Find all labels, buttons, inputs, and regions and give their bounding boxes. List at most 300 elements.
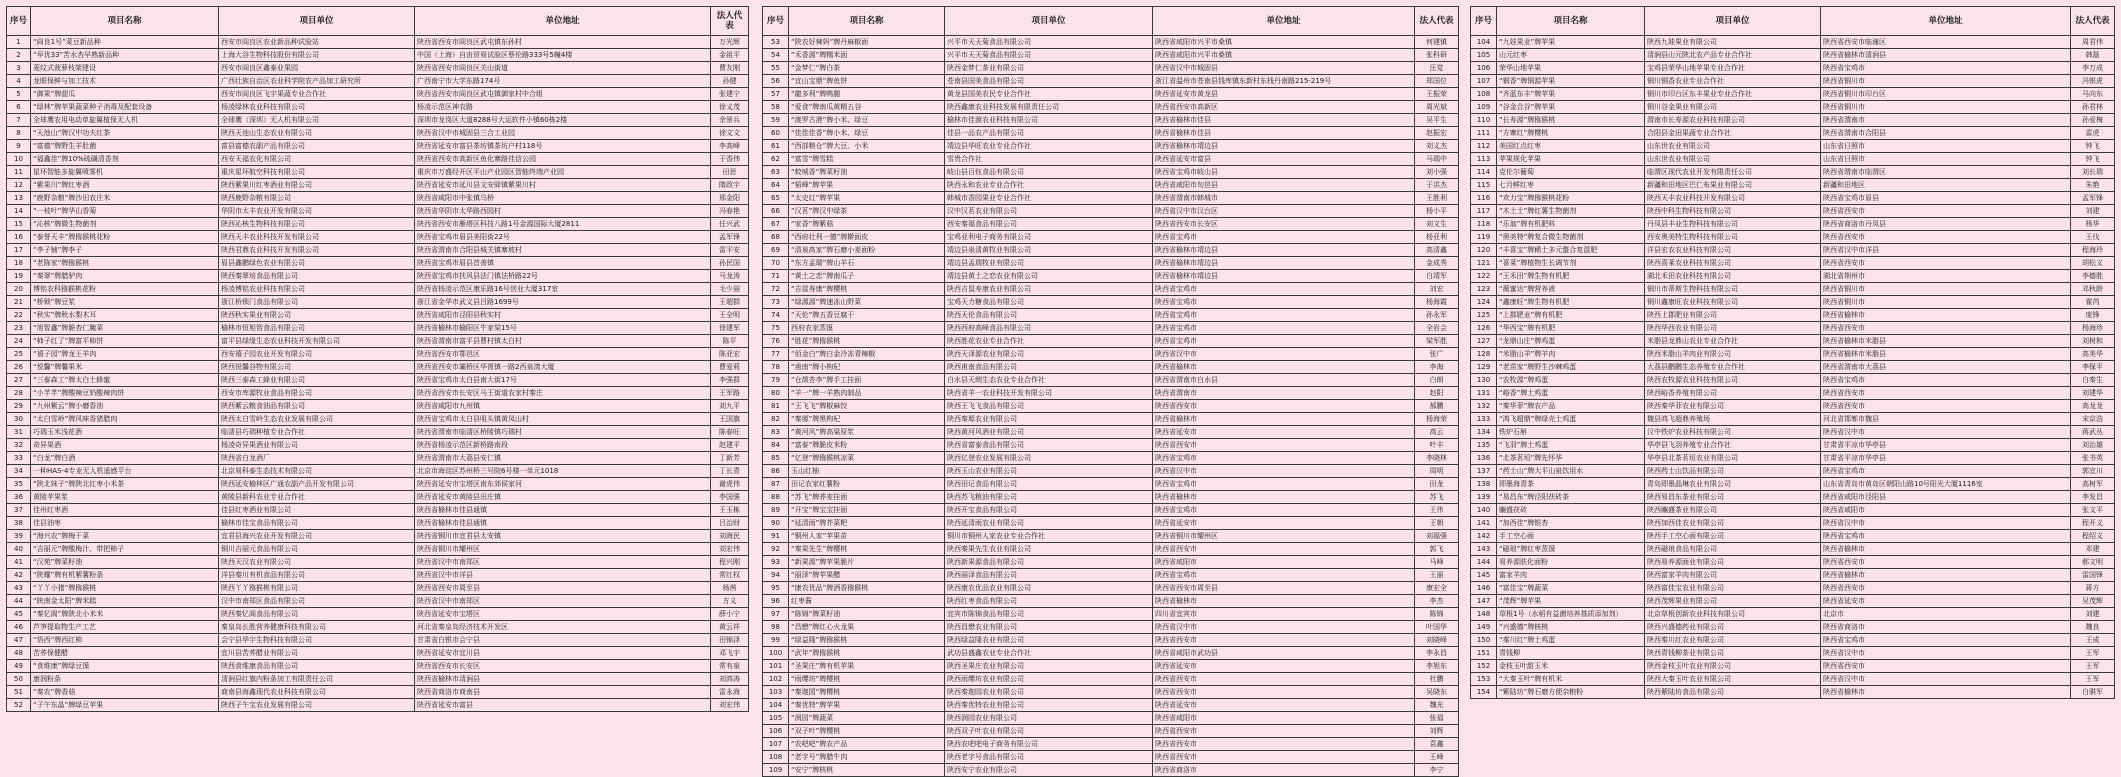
cell-project-name: “润园”牌蔬菜 bbox=[789, 712, 945, 725]
table-row bbox=[763, 582, 1459, 595]
cell-unit: 杨凌奇异果酒业有限公司 bbox=[219, 439, 415, 452]
cell-no: 50 bbox=[7, 673, 31, 686]
table-row bbox=[763, 517, 1459, 530]
cell-project-name: 克伦尔葡萄 bbox=[1497, 166, 1645, 179]
cell-representative: 孙健 bbox=[711, 75, 749, 88]
cell-representative: 刘文生 bbox=[1415, 218, 1459, 231]
table-row bbox=[7, 75, 749, 88]
cell-unit: 陕西大秦玉叶农业有限公司 bbox=[1645, 673, 1821, 686]
cell-unit: 榆林市恒旭智食品有限公司 bbox=[219, 322, 415, 335]
cell-unit: 陕西绿益隆农业有限公司 bbox=[945, 634, 1153, 647]
cell-no: 106 bbox=[763, 725, 789, 738]
table-row bbox=[763, 621, 1459, 634]
cell-representative: 毛少丽 bbox=[711, 283, 749, 296]
table-row bbox=[763, 699, 1459, 712]
cell-project-name: “泰誉天丰”牌猕猴桃花粉 bbox=[31, 231, 219, 244]
cell-representative: 叶丰 bbox=[1415, 439, 1459, 452]
cell-unit: 青岛即墨晶琳农业有限公司 bbox=[1645, 478, 1821, 491]
cell-representative: 魏良 bbox=[2071, 621, 2115, 634]
cell-representative: 刘宏伟 bbox=[711, 543, 749, 556]
cell-representative: 曹友刚 bbox=[711, 62, 749, 75]
cell-representative: 邓秋龄 bbox=[2071, 283, 2115, 296]
cell-no: 18 bbox=[7, 257, 31, 270]
cell-representative: 吕治财 bbox=[711, 517, 749, 530]
cell-project-name: “苏飞”牌荞麦挂面 bbox=[789, 491, 945, 504]
table-row bbox=[763, 387, 1459, 400]
table-row bbox=[763, 504, 1459, 517]
cell-address: 北京市 bbox=[1821, 608, 2071, 621]
table-row bbox=[763, 413, 1459, 426]
cell-address: 陕西省汉中市 bbox=[1821, 426, 2071, 439]
cell-project-name: “汉茗”牌汉中绿茶 bbox=[789, 205, 945, 218]
cell-no: 78 bbox=[763, 361, 789, 374]
cell-project-name: “易昌东”牌泾阳茯砖茶 bbox=[1497, 491, 1645, 504]
cell-no: 90 bbox=[763, 517, 789, 530]
cell-representative: 李晓林 bbox=[1415, 452, 1459, 465]
cell-project-name: 芦笋提取物生产工艺 bbox=[31, 621, 219, 634]
cell-project-name: “爱食”牌南瓜黄精五谷 bbox=[789, 101, 945, 114]
cell-unit: 陕西玉山农业有限公司 bbox=[945, 465, 1153, 478]
cell-address: 陕西省榆林市靖边县 bbox=[1153, 244, 1415, 257]
cell-unit: 宜宾市陈锦食品有限公司 bbox=[945, 608, 1153, 621]
col-no-header: 序号 bbox=[1471, 7, 1497, 36]
cell-address: 陕西省铜川市宜君县太安镇 bbox=[415, 530, 711, 543]
cell-address: 陕西省铜川市 bbox=[1821, 101, 2071, 114]
cell-unit: 陕西吉鼠寿康农业有限公司 bbox=[945, 283, 1153, 296]
col-unit-header: 项目单位 bbox=[945, 7, 1153, 36]
table-row bbox=[763, 647, 1459, 660]
cell-no: 79 bbox=[763, 374, 789, 387]
table-row bbox=[1471, 543, 2115, 556]
cell-unit: 陕西新果源食品有限公司 bbox=[945, 556, 1153, 569]
cell-project-name: “太史红”牌苹果 bbox=[789, 192, 945, 205]
cell-representative: 杨海荣 bbox=[1415, 413, 1459, 426]
table-row bbox=[763, 660, 1459, 673]
table-row bbox=[7, 335, 749, 348]
cell-no: 54 bbox=[763, 49, 789, 62]
cell-address: 陕西省渭南市 bbox=[1153, 387, 1415, 400]
cell-project-name: “丫丫小猪”牌猕猴桃 bbox=[31, 582, 219, 595]
cell-project-name: 草根1号（水稻有益菌培养基质添加剂） bbox=[1497, 608, 1645, 621]
cell-unit: 黄龙县国美农民专业合作社 bbox=[945, 88, 1153, 101]
cell-unit: 陕西紫果川红枣酒业有限公司 bbox=[219, 179, 415, 192]
cell-no: 130 bbox=[1471, 374, 1497, 387]
cell-representative: 周光斌 bbox=[1415, 101, 1459, 114]
table-row bbox=[7, 426, 749, 439]
cell-no: 113 bbox=[1471, 153, 1497, 166]
table-row bbox=[7, 361, 749, 374]
cell-project-name: 佳州红枣酒 bbox=[31, 504, 219, 517]
cell-address: 陕西省宝鸡市 bbox=[1153, 309, 1415, 322]
cell-unit: 武功县盛鑫农业专业合作社 bbox=[945, 647, 1153, 660]
table-row bbox=[1471, 179, 2115, 192]
cell-unit: 陕西磁琅食品有限公司 bbox=[1645, 543, 1821, 556]
cell-project-name: “佰金白”牌白金冷冻青辣椒 bbox=[789, 348, 945, 361]
cell-project-name: “黄土之恋”牌南瓜子 bbox=[789, 270, 945, 283]
table-row bbox=[7, 387, 749, 400]
cell-unit: 陕西省白龙酒厂 bbox=[219, 452, 415, 465]
cell-project-name: 全球鹰农用电动单旋翼植保无人机 bbox=[31, 114, 219, 127]
cell-address: 陕西省渭南市 bbox=[1821, 114, 2071, 127]
cell-representative: 徐建军 bbox=[711, 322, 749, 335]
cell-no: 10 bbox=[7, 153, 31, 166]
table-row bbox=[763, 738, 1459, 751]
cell-project-name: “磁琅”牌红枣蒸馍 bbox=[1497, 543, 1645, 556]
cell-address: 陕西省商洛市丹凤县 bbox=[1821, 218, 2071, 231]
cell-unit: 汉中市南郑区食品有限公司 bbox=[219, 595, 415, 608]
cell-address: 新疆和田地区 bbox=[1821, 179, 2071, 192]
table-row bbox=[7, 166, 749, 179]
cell-unit: 陕西茂辉果业有限公司 bbox=[1645, 595, 1821, 608]
cell-representative: 王成 bbox=[2071, 634, 2115, 647]
cell-project-name: 佳县油枣 bbox=[31, 517, 219, 530]
cell-no: 140 bbox=[1471, 504, 1497, 517]
cell-no: 88 bbox=[763, 491, 789, 504]
cell-no: 12 bbox=[7, 179, 31, 192]
cell-no: 114 bbox=[1471, 166, 1497, 179]
cell-address: 陕西省宝鸡市 bbox=[1821, 530, 2071, 543]
cell-representative: 王玉栋 bbox=[711, 504, 749, 517]
cell-project-name: “西府壮利一德”牌擀面皮 bbox=[789, 231, 945, 244]
table-row bbox=[1471, 49, 2115, 62]
cell-address: 陕西省咸阳市泾阳县秋实村 bbox=[415, 309, 711, 322]
cell-unit: 合阳县金田果蔬专业合作社 bbox=[1645, 127, 1821, 140]
table-row bbox=[763, 335, 1459, 348]
cell-project-name: “秋实”牌秋水梨木耳 bbox=[31, 309, 219, 322]
table-row bbox=[1471, 634, 2115, 647]
col-unit-header: 项目单位 bbox=[219, 7, 415, 36]
cell-no: 67 bbox=[763, 218, 789, 231]
cell-no: 31 bbox=[7, 426, 31, 439]
cell-representative: 刘九平 bbox=[711, 400, 749, 413]
table-row bbox=[7, 634, 749, 647]
cell-no: 107 bbox=[1471, 75, 1497, 88]
cell-project-name: “吉丽元”牌酸梅汁、带把柿子 bbox=[31, 543, 219, 556]
cell-project-name: “早优33”苦水杏早熟新品种 bbox=[31, 49, 219, 62]
cell-project-name: 奇异果酒 bbox=[31, 439, 219, 452]
cell-unit: 陕西秦迦园农业有限公司 bbox=[945, 686, 1153, 699]
cell-address: 陕西省咸阳市 bbox=[1153, 712, 1415, 725]
cell-project-name: “富雪”牌雪糕 bbox=[789, 153, 945, 166]
cell-project-name: “龍多利”牌鸭腿 bbox=[789, 88, 945, 101]
table-row bbox=[7, 205, 749, 218]
cell-address: 陕西省商洛市商南县 bbox=[415, 686, 711, 699]
table-row bbox=[1471, 322, 2115, 335]
cell-address: 陕西省西安市 bbox=[1153, 738, 1415, 751]
cell-no: 96 bbox=[763, 595, 789, 608]
table-row bbox=[1471, 465, 2115, 478]
cell-unit: 陕西米脂山羊肉业有限公司 bbox=[1645, 348, 1821, 361]
cell-address: 陕西省西安市阎良区武屯镇御家村中合组 bbox=[415, 88, 711, 101]
cell-address: 陕西省宝鸡市眉县美阳街22号 bbox=[415, 231, 711, 244]
table-row bbox=[1471, 114, 2115, 127]
table-row bbox=[763, 751, 1459, 764]
cell-address: 陕西省杨凌示范区康乐路16号创业大厦317室 bbox=[415, 283, 711, 296]
cell-address: 陕西省西安市阎良区武屯镇东孙村 bbox=[415, 36, 711, 49]
cell-representative: 赵建平 bbox=[711, 439, 749, 452]
cell-no: 109 bbox=[1471, 101, 1497, 114]
cell-representative: 杨海霞 bbox=[1415, 296, 1459, 309]
cell-address: 北京市海淀区苏州桥三号院6号楼一单元1018 bbox=[415, 465, 711, 478]
cell-no: 43 bbox=[7, 582, 31, 595]
cell-no: 58 bbox=[763, 101, 789, 114]
table-row bbox=[7, 153, 749, 166]
cell-project-name: “羊一”牌一羊熟肉制品 bbox=[789, 387, 945, 400]
cell-representative: 张建宁 bbox=[711, 88, 749, 101]
cell-no: 104 bbox=[763, 699, 789, 712]
cell-project-name: “阎良1号”菜豆新品种 bbox=[31, 36, 219, 49]
cell-project-name: “柿子红了”牌富平柿饼 bbox=[31, 335, 219, 348]
cell-address: 陕西省榆林市佳县通镇 bbox=[415, 504, 711, 517]
cell-no: 68 bbox=[763, 231, 789, 244]
cell-no: 9 bbox=[7, 140, 31, 153]
cell-unit: 广西壮族自治区农业科学院农产品加工研究所 bbox=[219, 75, 415, 88]
cell-unit: 陕西胜花农业专业合作社 bbox=[945, 335, 1153, 348]
cell-address: 陕西省延安市 bbox=[1153, 426, 1415, 439]
cell-address: 陕西省西安市鄠邑区 bbox=[415, 348, 711, 361]
cell-address: 陕西省咸阳市武功县 bbox=[1153, 647, 1415, 660]
cell-address: 陕西省榆林市 bbox=[1821, 309, 2071, 322]
cell-address: 陕西省西安市 bbox=[1821, 400, 2071, 413]
cell-representative: 郭飞 bbox=[1415, 543, 1459, 556]
cell-project-name: 七月鲜红枣 bbox=[1497, 179, 1645, 192]
cell-no: 100 bbox=[763, 647, 789, 660]
cell-representative: 张书英 bbox=[2071, 452, 2115, 465]
table-row bbox=[763, 322, 1459, 335]
cell-no: 22 bbox=[7, 309, 31, 322]
cell-unit: 杨凌绿林农业科技有限公司 bbox=[219, 101, 415, 114]
cell-project-name: “加西佳”牌银杏 bbox=[1497, 517, 1645, 530]
table-row bbox=[7, 400, 749, 413]
table-row bbox=[7, 127, 749, 140]
cell-no: 20 bbox=[7, 283, 31, 296]
cell-unit: 佳县红枣酒业有限公司 bbox=[219, 504, 415, 517]
cell-unit: 铜川谷金果业有限公司 bbox=[1645, 101, 1821, 114]
cell-unit: 临清县巧瑞种植专业合作社 bbox=[219, 426, 415, 439]
table-row bbox=[763, 426, 1459, 439]
cell-no: 95 bbox=[763, 582, 789, 595]
table-row bbox=[1471, 88, 2115, 101]
table-row bbox=[763, 140, 1459, 153]
table-row bbox=[7, 270, 749, 283]
cell-no: 3 bbox=[7, 62, 31, 75]
cell-project-name: “清泉高家”牌石磨小麦面粉 bbox=[789, 244, 945, 257]
col-addr-header: 单位地址 bbox=[1821, 7, 2071, 36]
cell-project-name: “峪香”牌土鸡蛋 bbox=[1497, 387, 1645, 400]
cell-representative: 霍芮 bbox=[2071, 296, 2115, 309]
cell-representative: 李保平 bbox=[2071, 361, 2115, 374]
cell-representative: 杨茜 bbox=[711, 582, 749, 595]
table-row bbox=[7, 62, 749, 75]
table-row bbox=[1471, 309, 2115, 322]
cell-representative: 刘长瑞 bbox=[2071, 166, 2115, 179]
cell-representative: 张福 bbox=[1415, 712, 1459, 725]
cell-representative: 张文平 bbox=[2071, 504, 2115, 517]
cell-representative: 邓建 bbox=[2071, 543, 2115, 556]
cell-project-name: 黄陵苹果浆 bbox=[31, 491, 219, 504]
cell-representative: 孙爱梅 bbox=[2071, 114, 2115, 127]
cell-unit: 陕西秋实果业有限公司 bbox=[219, 309, 415, 322]
cell-no: 108 bbox=[1471, 88, 1497, 101]
project-table-2 bbox=[762, 6, 1459, 777]
cell-unit: 陕西安宁农业有限公司 bbox=[945, 764, 1153, 777]
cell-representative: 常红权 bbox=[711, 569, 749, 582]
cell-address: 陕西省延安市宜川县 bbox=[415, 647, 711, 660]
cell-project-name: 苹果规化苹果 bbox=[1497, 153, 1645, 166]
cell-address: 陕西省西安市 bbox=[1153, 400, 1415, 413]
cell-project-name: 星环智能多旋翼喷雾机 bbox=[31, 166, 219, 179]
cell-no: 136 bbox=[1471, 452, 1497, 465]
cell-no: 13 bbox=[7, 192, 31, 205]
cell-address: 陕西省西安市长安区 bbox=[1153, 218, 1415, 231]
cell-address: 甘肃省平凉市华亭县 bbox=[1821, 452, 2071, 465]
cell-no: 39 bbox=[7, 530, 31, 543]
cell-representative: 孙民国 bbox=[711, 257, 749, 270]
cell-no: 53 bbox=[763, 36, 789, 49]
table-row bbox=[7, 478, 749, 491]
table-row bbox=[763, 608, 1459, 621]
table-row bbox=[1471, 452, 2115, 465]
cell-address: 陕西省宝鸡市眉县 bbox=[1821, 192, 2071, 205]
cell-project-name: “齐蓝东丰”牌苹果 bbox=[1497, 88, 1645, 101]
table-row bbox=[763, 634, 1459, 647]
cell-address: 陕西省榆林市清涧县 bbox=[1821, 49, 2071, 62]
cell-address: 陕西省咸阳市旬邑县 bbox=[1153, 179, 1415, 192]
cell-project-name: 玉山红柚 bbox=[789, 465, 945, 478]
cell-unit: 陕西子午宝农业发展有限公司 bbox=[219, 699, 415, 712]
cell-representative: 刘鸿涛 bbox=[711, 673, 749, 686]
cell-address: 陕西省西安市长安区马王街道农家村秦庄 bbox=[415, 387, 711, 400]
cell-project-name: 即墨海青茶 bbox=[1497, 478, 1645, 491]
cell-project-name: “兴盛德”牌核桃 bbox=[1497, 621, 1645, 634]
cell-no: 77 bbox=[763, 348, 789, 361]
cell-representative: 高清鑫 bbox=[1415, 244, 1459, 257]
cell-representative: 金祖平 bbox=[711, 49, 749, 62]
cell-unit: 宝鸡县荣华山地苹果专业合作社 bbox=[1645, 62, 1821, 75]
cell-representative: 张科研 bbox=[1415, 49, 1459, 62]
table-row bbox=[7, 647, 749, 660]
cell-project-name: 金枝玉叶甜玉米 bbox=[1497, 660, 1645, 673]
cell-address: 陕西省西安市长安区 bbox=[415, 660, 711, 673]
cell-address: 浙江省温州市苍南县钱库镇东新村东栈丹南路215-219号 bbox=[1153, 75, 1415, 88]
cell-address: 陕西省西安市灞桥区华胥镇一路2西泉湾大厦 bbox=[415, 361, 711, 374]
cell-no: 17 bbox=[7, 244, 31, 257]
table-row bbox=[763, 465, 1459, 478]
cell-address: 河北省秦皇岛经济技术开发区 bbox=[415, 621, 711, 634]
cell-project-name: “韬峰”牌苹果 bbox=[789, 179, 945, 192]
table-row bbox=[763, 257, 1459, 270]
table-row bbox=[7, 608, 749, 621]
table-row bbox=[1471, 296, 2115, 309]
cell-no: 93 bbox=[763, 556, 789, 569]
cell-project-name: “秦翠”牌腊驴肉 bbox=[31, 270, 219, 283]
table-row bbox=[7, 231, 749, 244]
cell-address: 陕西省汉中市洋县 bbox=[1821, 244, 2071, 257]
cell-address: 陕西省华阴市太华路西园村 bbox=[415, 205, 711, 218]
cell-representative: 李宁 bbox=[1415, 764, 1459, 777]
cell-address: 陕西省西安市 bbox=[1153, 634, 1415, 647]
cell-address: 陕西省延安市 bbox=[1153, 660, 1415, 673]
cell-unit: 西安秦福食品有限公司 bbox=[945, 218, 1153, 231]
table-row bbox=[1471, 75, 2115, 88]
cell-address: 陕西省宝鸡市 bbox=[1153, 283, 1415, 296]
cell-address: 陕西省榆林市 bbox=[1153, 361, 1415, 374]
col-unit-header: 项目单位 bbox=[1645, 7, 1821, 36]
cell-unit: 宜君县海兴农业开发有限公司 bbox=[219, 530, 415, 543]
cell-representative: 田思 bbox=[711, 166, 749, 179]
cell-address: 陕西省西安市 bbox=[1153, 543, 1415, 556]
cell-representative: 刘海民 bbox=[711, 530, 749, 543]
cell-representative: 邢金阳 bbox=[711, 192, 749, 205]
table-row bbox=[763, 712, 1459, 725]
col-name-header: 项目名称 bbox=[789, 7, 945, 36]
cell-project-name: “蛟城香”牌菜籽油 bbox=[789, 166, 945, 179]
cell-representative: 任兴武 bbox=[711, 218, 749, 231]
cell-project-name: “太白雪岭”牌风味香猪腊肉 bbox=[31, 413, 219, 426]
table-row bbox=[7, 322, 749, 335]
table-row bbox=[7, 491, 749, 504]
cell-address: 陕西省榆林市佳县 bbox=[1153, 114, 1415, 127]
cell-no: 40 bbox=[7, 543, 31, 556]
table-row bbox=[7, 179, 749, 192]
cell-address: 陕西省铜川市 bbox=[1821, 75, 2071, 88]
cell-no: 98 bbox=[763, 621, 789, 634]
cell-unit: 陕西紫陆坊食品有限公司 bbox=[1645, 686, 1821, 699]
cell-no: 30 bbox=[7, 413, 31, 426]
cell-address: 陕西省渭南市大荔县 bbox=[1821, 361, 2071, 374]
cell-unit: 华阴市太丰农业开发有限公司 bbox=[219, 205, 415, 218]
cell-no: 5 bbox=[7, 88, 31, 101]
cell-project-name: “宜山宝鼎”牌鱼饼 bbox=[789, 75, 945, 88]
cell-project-name: “陈锦”牌菜籽油 bbox=[789, 608, 945, 621]
cell-address: 陕西省商洛市 bbox=[1153, 764, 1415, 777]
cell-no: 92 bbox=[763, 543, 789, 556]
cell-project-name: 荣华山地苹果 bbox=[1497, 62, 1645, 75]
cell-address: 陕西省延安市黄陵县田庄镇 bbox=[415, 491, 711, 504]
cell-address: 陕西省宝鸡市 bbox=[1153, 478, 1415, 491]
cell-address: 陕西省榆林市佳县通镇 bbox=[415, 517, 711, 530]
table-row bbox=[763, 88, 1459, 101]
cell-no: 129 bbox=[1471, 361, 1497, 374]
cell-address: 陕西省延安市宝塔区南东郊侯家河 bbox=[415, 478, 711, 491]
cell-address: 陕西省汉中市 bbox=[1153, 348, 1415, 361]
table-body-3 bbox=[1471, 36, 2115, 699]
cell-unit: 洋县宏农农业科技有限公司 bbox=[1645, 244, 1821, 257]
table-row bbox=[1471, 569, 2115, 582]
cell-project-name: “秦优特”牌苹果 bbox=[789, 699, 945, 712]
table-row bbox=[763, 218, 1459, 231]
cell-no: 106 bbox=[1471, 62, 1497, 75]
table-header-row bbox=[1471, 7, 2115, 36]
cell-address: 陕西省延安市富县 bbox=[415, 699, 711, 712]
cell-representative: 钟飞 bbox=[2071, 153, 2115, 166]
table-row bbox=[763, 764, 1459, 777]
cell-unit: 陕西延清雨农业有限公司 bbox=[945, 517, 1153, 530]
cell-representative: 白秦生 bbox=[2071, 374, 2115, 387]
cell-no: 19 bbox=[7, 270, 31, 283]
cell-project-name: “雨缨坊”牌樱桃 bbox=[789, 673, 945, 686]
table-row bbox=[7, 556, 749, 569]
cell-no: 36 bbox=[7, 491, 31, 504]
table-row bbox=[1471, 478, 2115, 491]
cell-unit: 杨凌博铭农业科技有限公司 bbox=[219, 283, 415, 296]
cell-unit: 陕西喜莱农业科技有限公司 bbox=[1645, 257, 1821, 270]
cell-project-name: 铁炉石斛 bbox=[1497, 426, 1645, 439]
cell-no: 4 bbox=[7, 75, 31, 88]
cell-project-name: “禧子园”牌龙王羊肉 bbox=[31, 348, 219, 361]
cell-no: 80 bbox=[763, 387, 789, 400]
cell-project-name: “紫果川”牌红枣酒 bbox=[31, 179, 219, 192]
